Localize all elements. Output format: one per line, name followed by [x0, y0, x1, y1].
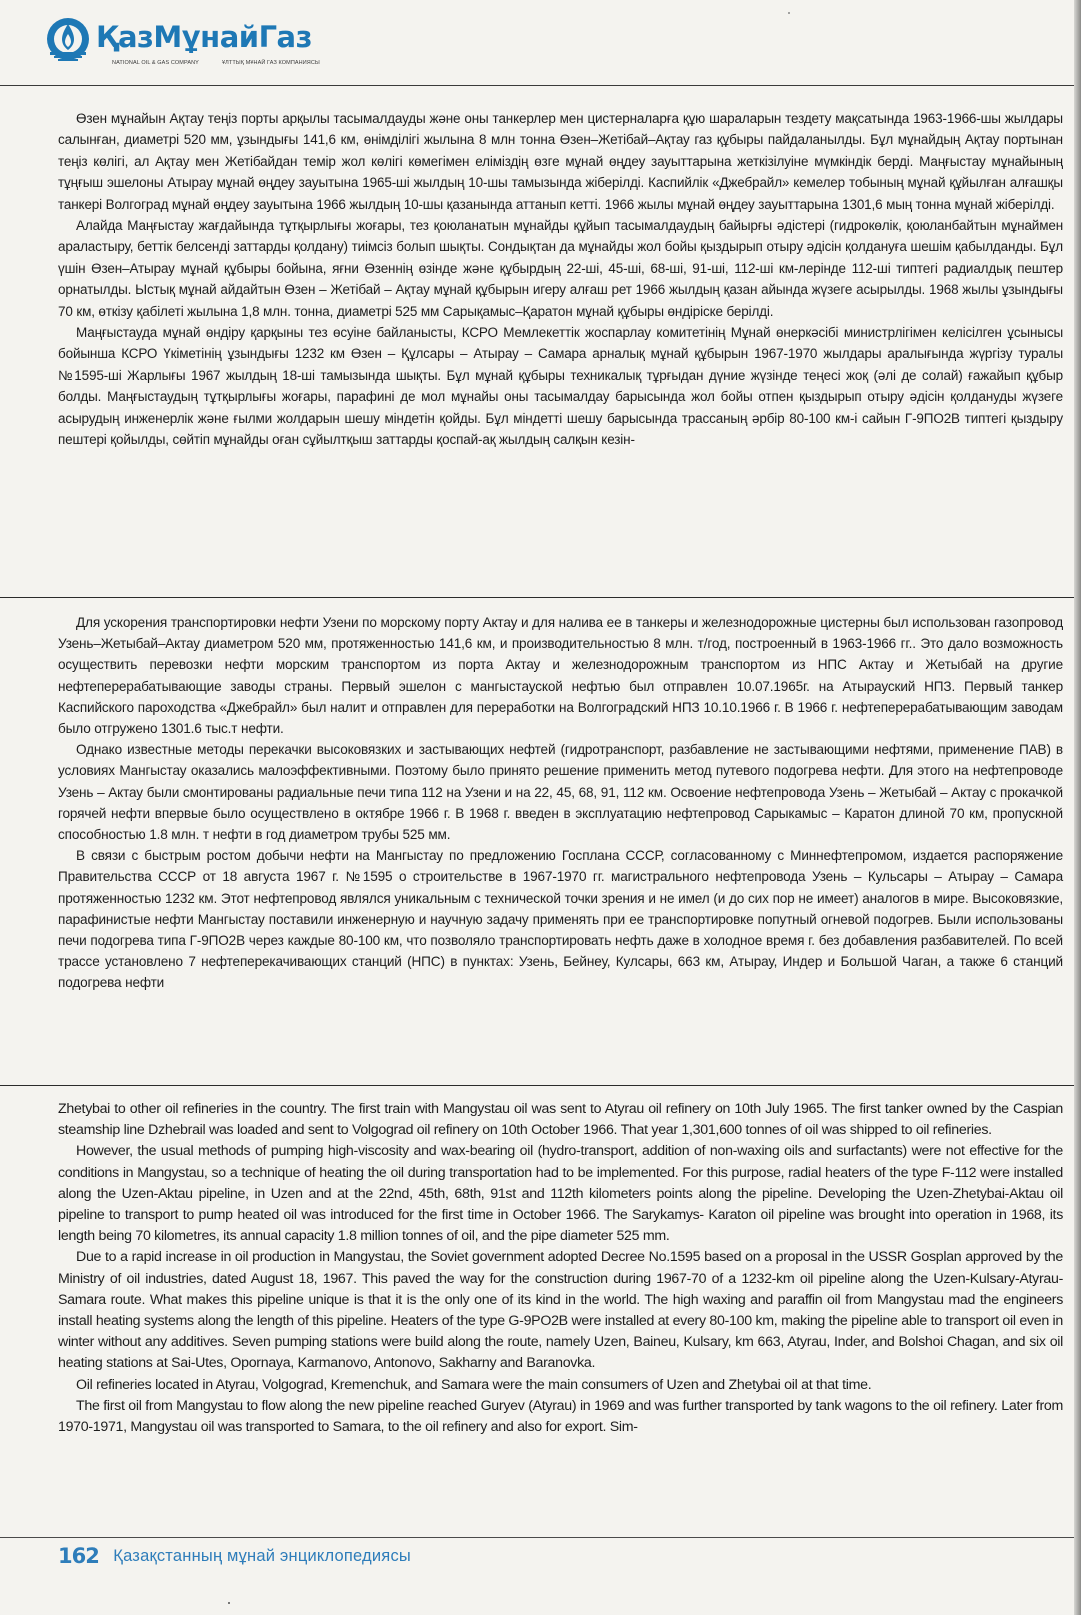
section-divider — [0, 1085, 1081, 1086]
russian-paragraph: Однако известные методы перекачки высоковязких и застывающих нефтей (гидротранспорт, разбавление не застывающими нефтями, применение ПАВ) в условиях Мангыстау оказались малоэффективными. Поэтому было принято решение применить метод путевого подогрева нефти. Для этого на нефтепроводе Узень – Актау были смонтированы радиальные печи типа 112 на Узени и на 22, 45, 68, 91, 112 км. Освоение нефтепровода Узень – Жетыбай – Актау с прокачкой горячей нефти впервые было осуществлено в октябре 1966 г. В 1968 г. введен в эксплуатацию нефтепровод Сарыкамыс – Каратон длиной 70 км, пропускной способностью 1.8 млн. т нефти в год диаметром трубы 525 мм. — [58, 742, 1063, 843]
print-speck — [228, 1602, 230, 1604]
section-divider — [0, 597, 1081, 598]
kmg-flame-drop-logo-icon — [46, 14, 96, 64]
header-divider — [0, 85, 1081, 86]
english-paragraph: Zhetybai to other oil refineries in the country. The first train with Mangystau oil was sent to Atyrau oil refinery on 10th July 1965. The first tanker owned by the Caspian steamship line Dzhebrail was loaded and sent to Volgograd oil refinery on 10th October 1966. That year 1,301,600 tonnes of oil was shipped to oil refineries. — [58, 1101, 1063, 1139]
kazakh-text-section — [58, 108, 1063, 451]
kazakh-paragraph: Өзен мұнайын Ақтау теңіз порты арқылы тасымалдауды және оны танкерлер мен цистерналарға құю шараларын тездету мақсатында 1963-1966-шы жылдары салынған, диаметрі 520 мм, ұзындығы 141,6 км, өнімділігі жылына 8 млн тонна Өзен–Жетібай–Ақтау газ құбыры пайдаланылды. Бұл мұнайдың Ақтау портынан теңіз көлігі, ал Ақтау мен Жетібайдан темір жол көлігі көмегімен еліміздің өзге мұнай өңдеу зауыттарына жеткізілуіне мүмкіндік берді. Маңғыстау мұнайының тұңғыш эшелоны Атырау мұнай өңдеу зауытына 1965-ші жылдың 10-шы тамызында жіберілді. Каспийлік «Джебрайл» кемелер тобының мұнай құйылған алғашқы танкері Волгоград мұнай өңдеу зауытына 1966 жылдың 10-шы қазанында аттанып кетті. 1966 жылы мұнай өңдеу зауыттарына 1301,6 мың тонна мұнай жіберілді. — [58, 111, 1063, 212]
book-title: Қазақстанның мұнай энциклопедиясы — [113, 1546, 411, 1565]
page-footer — [58, 1544, 411, 1574]
english-text-section — [58, 1099, 1063, 1438]
kazakh-paragraph: Алайда Маңғыстау жағдайында тұтқырлығы жоғары, тез қоюланатын мұнайды құйып тасымалдаудың байырғы әдістері (гидрокөлік, қоюланбайтын мұнаймен араластыру, беттік белсенді заттарды қолдану) тиімсіз болып шықты. Сондықтан да мұнайды жол бойы қыздырып отыру әдісін қолдануға шешім қабылданды. Бұл үшін Өзен–Атырау мұнай құбыры бойына, яғни Өзеннің өзінде және құбырдың 22-ші, 45-ші, 68-ші, 91-ші, 112-ші км-лерінде 112-ші типтегі радиалдық пештер орнатылды. Ыстық мұнай айдайтын Өзен – Жетібай – Ақтау мұнай құбырын игеру алғаш рет 1966 жылдың қазан айында жүзеге асырылды. 1968 жылы ұзындығы 70 км, өткізу қабілеті жылына 1,8 млн. тонна, диаметрі 525 мм Сарықамыс–Қаратон мұнай құбыры өндіріске берілді. — [58, 218, 1063, 319]
russian-paragraph: Для ускорения транспортировки нефти Узени по морскому порту Актау и для налива ее в танкеры и железнодорожные цистерны был использован газопровод Узень–Жетыбай–Актау диаметром 520 мм, протяженностью 141,6 км, и производительностью 8 млн. т/год, построенный в 1963-1966 гг.. Это дало возможность осуществить перевозки нефти морским транспортом из порта Актау и железнодорожным транспортом из НПС Актау и Жетыбай на другие нефтеперерабатывающие заводы страны. Первый эшелон с мангыстауской нефтью был отправлен 10.07.1965г. на Атырауский НПЗ. Первый танкер Каспийского пароходства «Джебрайл» был налит и отправлен для переработки на Волгоградский НПЗ 10.10.1966 г. В 1966 г. нефтеперерабатывающим заводам было отгружено 1301.6 тыс.т нефти. — [58, 615, 1063, 737]
page-binding-edge — [1074, 0, 1081, 1615]
english-paragraph: Oil refineries located in Atyrau, Volgograd, Kremenchuk, and Samara were the main consumers of Uzen and Zhetybai oil at that time. — [76, 1376, 872, 1393]
english-paragraph: Due to a rapid increase in oil production in Mangystau, the Soviet government adopted Decree No.1595 based on a proposal in the USSR Gosplan approved by the Ministry of oil industries, dated August 18, 1967. This paved the way for the construction during 1967-70 of a 1232-km oil pipeline along the Uzen-Kulsary-Atyrau-Samara route. What makes this pipeline unique is that it is the only one of its kind in the world. The high waxing and paraffin oil from Mangystau mad the engineers install heating systems along the length of this pipeline. Heaters of the type G-9PO2B were installed at every 80-100 km, making the pipeline able to transport oil even in winter without any additives. Seven pumping stations were build along the route, namely Uzen, Baineu, Kulsary, km 663, Atyrau, Inder, and Bolshoi Chagan, and six oil heating stations at Sai-Utes, Opornaya, Karmanovo, Antonovo, Sakharny and Baranovka. — [58, 1249, 1063, 1372]
brand-name: ҚазМұнайГаз — [96, 20, 312, 54]
brand-tagline-en: NATIONAL OIL & GAS COMPANY — [112, 60, 199, 66]
kazakh-paragraph: Маңғыстауда мұнай өндіру қарқыны тез өсуіне байланысты, КСРО Мемлекеттік жоспарлау комитетінің Мұнай өнеркәсібі министрлігімен келісілген ұсынысы бойынша КСРО Үкіметінің ұзындығы 1232 км Өзен – Құлсары – Атырау – Самара арналық мұнай құбырын 1967-1970 жылдары аралығында жүргізу туралы №1595-ші Жарлығы 1967 жылдың 18-ші тамызында шықты. Бұл мұнай құбыры техникалық тұрғыдан дүние жүзінде теңесі жоқ (әлі де солай) ғажайып құбыр болды. Маңғыстаудың тұтқырлығы жоғары, парафині де мол мұнайы оны тасымалдау барысында жол бойы отпен қыздырып отыру әдісін қолдануды жүзеге асырудың инженерлік және ғылми жолдарын шешу міндетін қойды. Бұл міндетті шешу барысында трассаның әрбір 80-100 км-і сайын Г-9ПО2В типтегі қыздыру пештері қойылды, сөйтіп мұнайды оған сұйылтқыш заттарды қоспай-ақ жылдың салқын кезін- — [58, 325, 1063, 448]
russian-text-section — [58, 612, 1063, 994]
brand-tagline-kz: ҰЛТТЫҚ МҰНАЙ ГАЗ КОМПАНИЯСЫ — [222, 60, 320, 66]
page-number: 162 — [58, 1544, 99, 1568]
english-paragraph: The first oil from Mangystau to flow along the new pipeline reached Guryev (Atyrau) in 1969 and was further transported by tank wagons to the oil refinery. Later from 1970-1971, Mangystau oil was transported to Samara, to the oil refinery and also for export. Sim- — [58, 1397, 1063, 1436]
english-paragraph: However, the usual methods of pumping high-viscosity and wax-bearing oil (hydro-transport, addition of non-waxing oils and surfactants) were not effective for the conditions in Mangystau, so a technique of heating the oil during transportation had to be implemented. For this purpose, radial heaters of the type F-112 were installed along the Uzen-Aktau pipeline, in Uzen and at the 22nd, 45th, 68th, 91st and 112th kilometers points along the pipeline. Developing the Uzen-Zhetybai-Aktau oil pipeline to transport to pump heated oil was introduced for the first time in October 1966. The Sarykamys- Karaton oil pipeline was brought into operation in 1968, its length being 70 kilometres, its annual capacity 1.8 million tonnes of oil, and the pipe diameter 525 mm. — [58, 1143, 1063, 1245]
company-logo — [46, 14, 346, 72]
footer-divider — [0, 1537, 1081, 1538]
print-speck — [788, 12, 790, 14]
russian-paragraph: В связи с быстрым ростом добычи нефти на Мангыстау по предложению Госплана СССР, согласованному с Миннефтепромом, издается распоряжение Правительства СССР от 18 августа 1967 г. №1595 о строительстве в 1967-1970 гг. магистрального нефтепровода Узень – Кульсары – Атырау – Самара протяженностью 1232 км. Этот нефтепровод являлся уникальным с технической точки зрения и не имел (и до сих пор не имеет) аналогов в мире. Высоковязкие, парафинистые нефти Мангыстау поставили инженерную и научную задачу применять при ее транспортировке попутный огневой подогрев. Были использованы печи подогрева типа Г-9ПО2В через каждые 80-100 км, что позволяло транспортировать нефть даже в холодное время г. без добавления разбавителей. По всей трассе установлено 7 нефтеперекачивающих станций (НПС) в пунктах: Узень, Бейнеу, Кулсары, 663 км, Атырау, Индер и Большой Чаган, а также 6 станций подогрева нефти — [58, 848, 1063, 991]
